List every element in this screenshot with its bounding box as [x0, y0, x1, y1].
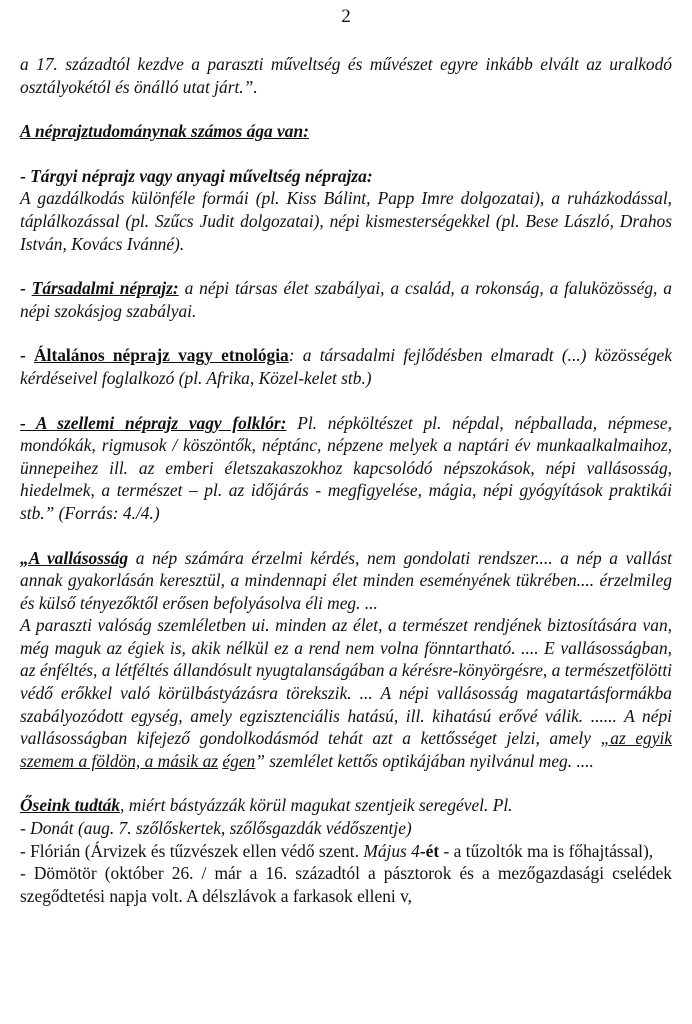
vallasossag-text-3: szemlélet kettős optikájában nyilvánul meg. ....	[264, 750, 594, 771]
tarsadalmi-paragraph	[20, 277, 672, 322]
targyi-title: Tárgyi néprajz vagy anyagi műveltség néprajza:	[30, 165, 373, 186]
vallasossag-text-2: A paraszti valóság szemléletben ui. minden az élet, a természet rendjének biztosítására van, még maguk az égiek is, akik nélkül ez a rend nem volna fönntartható. .... E vallásosságban, az énféltés, a létféltés állandósult nyugtalanságában a kérésre-könyörgésre, a természetfölötti védő erőkkel való körülbástyázásra törekszik. ... A népi vallásosság magatartásformákba szabályozódott egység, amely egzisztenciális hatású, ill. kihatású erővé válik. ...... A népi vallásosságban kifejező gondolkodásmód tehát azt a kettősséget jelzi, amely	[20, 615, 672, 749]
saint-florian-name: - Flórián	[20, 840, 81, 861]
szellemi-paragraph	[20, 412, 672, 525]
targyi-dash: -	[20, 165, 31, 186]
vallasossag-egen: égen	[222, 750, 256, 771]
oseink-title: Őseink tudták	[20, 795, 121, 816]
vallasossag-title: „A vallásosság	[20, 547, 129, 568]
tarsadalmi-text: a népi társas élet szabályai, a család, a rokonság, a faluközösség, a népi szokásjog szabályai.	[20, 278, 673, 321]
targyi-text: A gazdálkodás különféle formái (pl. Kiss Bálint, Papp Imre dolgozatai), a ruházkodással, táplálkozással (pl. Szűcs Judit dolgozatai), népi kismesterségekkel (pl. Bese László, Drahos István, Kovács Ivánné).	[20, 188, 672, 254]
saint-domotor-desc: (október 26. / már a 16. századtól a pásztorok és a mezőgazdasági cselédek szegődtetési napja volt. A délszlávok a farkasok elleni v,	[20, 863, 672, 906]
vallasossag-quote-underlined: „az egyik szemem a földön, a másik az	[20, 728, 673, 771]
section-heading-paragraph	[20, 120, 672, 143]
tarsadalmi-dash: -	[20, 278, 32, 299]
tarsadalmi-title: Társadalmi néprajz:	[31, 278, 179, 299]
section-heading: A néprajztudománynak számos ága van:	[20, 121, 309, 142]
saint-florian-desc: (Árvizek és tűzvészek ellen védő szent.	[80, 840, 364, 861]
altalanos-dash: -	[20, 345, 35, 366]
intro-quote-text: a 17. századtól kezdve a paraszti műveltség és művészet egyre inkább elvált az uralkodó osztályokétól és önálló utat járt.”.	[20, 54, 672, 97]
oseink-paragraph	[20, 794, 672, 817]
altalanos-paragraph	[20, 344, 672, 389]
szellemi-text: Pl. népköltészet pl. népdal, népballada, népmese, mondókák, rigmusok / köszöntők, néptánc, népzene melyek a naptári év munkaalkalmaihoz, ünnepeihez ill. az emberi életszakaszokhoz kapcsolódó népszokások, népi vallásosság, hiedelmek, a természet – pl. az időjárás - megfigyelése, mágia, népi gyógyítások praktikái stb.” (Forrás: 4./4.)	[20, 412, 672, 523]
altalanos-text: : a társadalmi fejlődésben elmaradt (...) közösségek kérdéseivel foglalkozó (pl. Afrika, Közel-kelet stb.)	[20, 345, 672, 388]
vallasossag-paragraph-2	[20, 614, 672, 772]
vallasossag-paragraph-1	[20, 547, 672, 615]
saint-donat-text: - Donát (aug. 7. szőlőskertek, szőlősgazdák védőszentje)	[20, 818, 412, 839]
saint-florian-date: Május 4	[363, 840, 420, 861]
intro-quote-paragraph	[20, 53, 672, 98]
saint-domotor	[20, 862, 672, 907]
saint-domotor-name: - Dömötör	[20, 863, 97, 884]
saint-donat	[20, 817, 672, 840]
vallasossag-quote-close: ”	[255, 750, 265, 771]
document-body	[20, 53, 672, 907]
saint-florian	[20, 840, 672, 863]
szellemi-title: - A szellemi néprajz vagy folklór:	[20, 412, 287, 433]
altalanos-title: Általános néprajz vagy etnológia	[34, 345, 289, 366]
vallasossag-text-1: a nép számára érzelmi kérdés, nem gondolati rendszer.... a nép a vallást annak gyakorlásán keresztül, a mindennapi élet minden eseményének tükrében.... érzelmileg és külső tényezőktől erősen befolyásolva éli meg. ...	[20, 547, 672, 613]
page-number: 2	[341, 6, 351, 27]
oseink-text: , miért bástyázzák körül magukat szentjeik seregével. Pl.	[120, 795, 513, 816]
saint-florian-end: - a tűzoltók ma is főhajtással),	[439, 840, 654, 861]
saint-florian-suffix: -ét	[419, 840, 440, 861]
targyi-paragraph	[20, 165, 672, 255]
